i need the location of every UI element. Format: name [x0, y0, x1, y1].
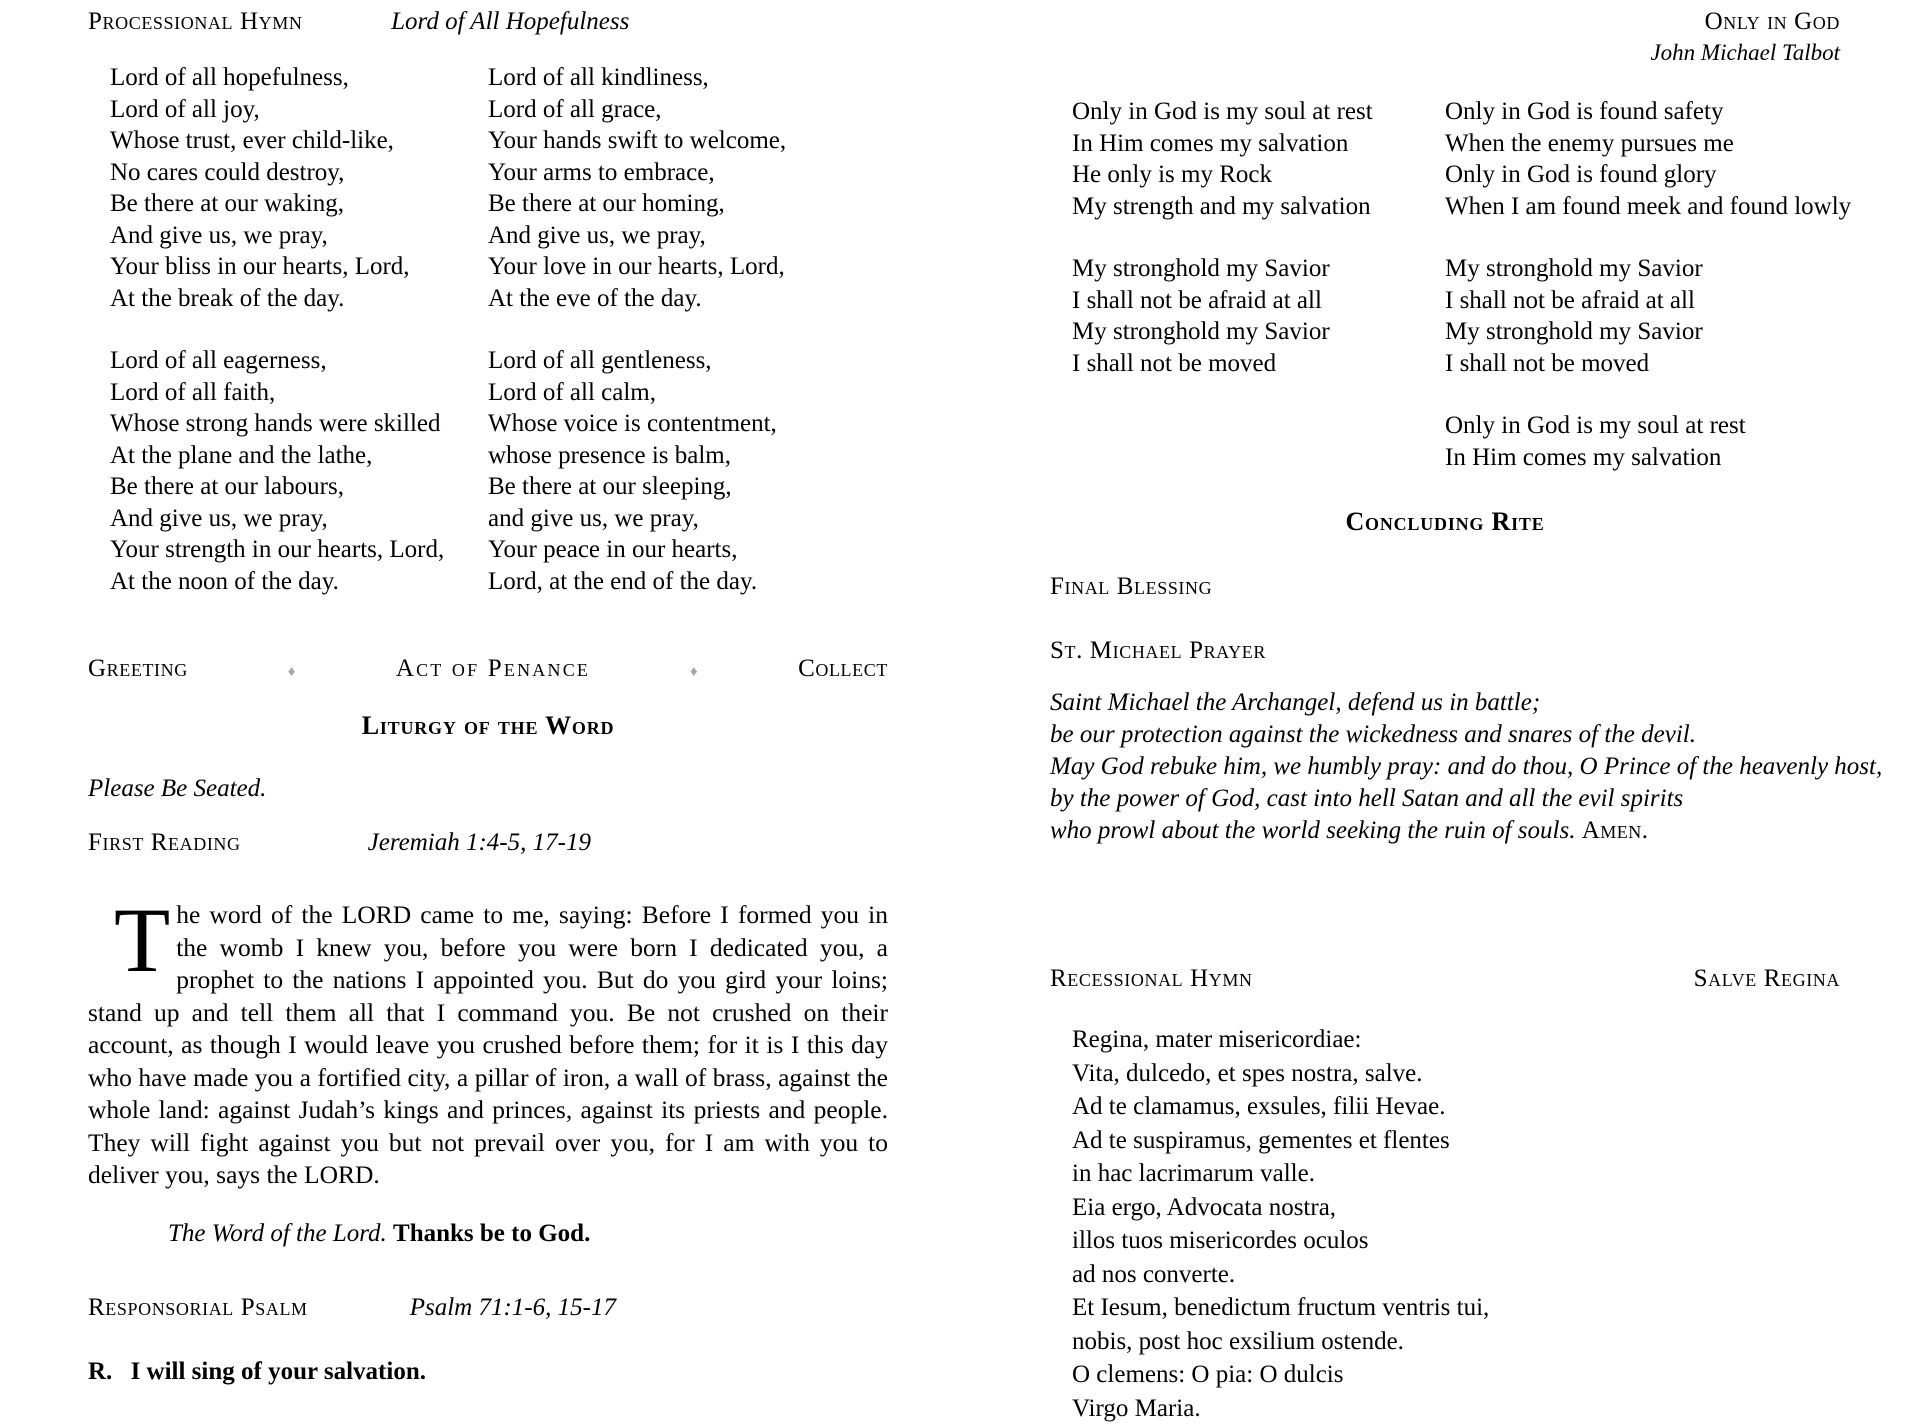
lyric-line: whose presence is balm,: [488, 440, 888, 472]
only-in-god-title: Only in God: [1050, 8, 1840, 36]
responsorial-psalm-label: Responsorial Psalm: [88, 1294, 308, 1322]
lyric-line: Your love in our hearts, Lord,: [488, 251, 888, 283]
lyric-line: Your strength in our hearts, Lord,: [110, 534, 488, 566]
lyric-line: At the break of the day.: [110, 283, 488, 315]
recessional-hymn-title: Salve Regina: [1694, 965, 1840, 993]
lyric-line: Ad te suspiramus, gementes et flentes: [1072, 1124, 1840, 1158]
lyric-line: When I am found meek and found lowly: [1445, 191, 1840, 223]
lyric-line: At the noon of the day.: [110, 566, 488, 598]
lyric-line: And give us, we pray,: [110, 503, 488, 535]
lyric-line: Lord of all calm,: [488, 377, 888, 409]
left-column: [0, 0, 960, 1364]
prayer-line: Saint Michael the Archangel, defend us in battle;: [1050, 687, 1840, 719]
first-reading-header: [88, 829, 888, 857]
lyric-line: Whose trust, ever child-like,: [110, 125, 488, 157]
word-of-the-lord-prompt: The Word of the Lord.: [168, 1220, 387, 1247]
lyric-line: Vita, dulcedo, et spes nostra, salve.: [1072, 1057, 1840, 1091]
final-blessing-label: Final Blessing: [1050, 573, 1840, 601]
stanza: [488, 345, 888, 597]
collect-label: Collect: [798, 655, 888, 683]
prayer-line: May God rebuke him, we humbly pray: and do thou, O Prince of the heavenly host,: [1050, 751, 1840, 783]
introductory-rites-row: [88, 655, 888, 683]
lyric-line: And give us, we pray,: [488, 220, 888, 252]
act-of-penance-label: Act of Penance: [396, 655, 590, 683]
processional-hymn-lyrics: [88, 62, 888, 597]
lyric-line: Be there at our sleeping,: [488, 471, 888, 503]
lyric-line: Eia ergo, Advocata nostra,: [1072, 1191, 1840, 1225]
amen-text: Amen.: [1582, 817, 1649, 844]
response-text: I will sing of your salvation.: [131, 1358, 426, 1385]
lyric-line: And give us, we pray,: [110, 220, 488, 252]
lyric-line: illos tuos misericordes oculos: [1072, 1224, 1840, 1258]
prayer-line: [1050, 815, 1840, 847]
lyric-line: Only in God is found glory: [1445, 159, 1840, 191]
lyric-line: My stronghold my Savior: [1072, 316, 1445, 348]
lyric-line: Regina, mater misericordiae:: [1072, 1023, 1840, 1057]
recessional-hymn-header: [1050, 965, 1840, 993]
processional-lyrics-right: [488, 62, 888, 597]
prayer-line-text: who prowl about the world seeking the ruin of souls.: [1050, 817, 1575, 844]
prayer-line: by the power of God, cast into hell Satan and all the evil spirits: [1050, 783, 1840, 815]
reading-response: [88, 1220, 888, 1248]
st-michael-prayer-text: [1050, 687, 1840, 847]
lyric-line: Ad te clamamus, exsules, filii Hevae.: [1072, 1090, 1840, 1124]
lyric-line: My stronghold my Savior: [1445, 253, 1840, 285]
stanza: [1445, 253, 1840, 379]
drop-cap: T: [88, 899, 176, 975]
st-michael-prayer-label: St. Michael Prayer: [1050, 637, 1840, 665]
lyric-line: Whose strong hands were skilled: [110, 408, 488, 440]
processional-lyrics-left: [88, 62, 488, 597]
lyric-line: Only in God is found safety: [1445, 96, 1840, 128]
lyric-line: in hac lacrimarum valle.: [1072, 1157, 1840, 1191]
lyric-line: My stronghold my Savior: [1445, 316, 1840, 348]
recessional-hymn-label: Recessional Hymn: [1050, 965, 1253, 993]
stanza: [110, 345, 488, 597]
diamond-separator-icon: ♦: [690, 665, 698, 680]
lyric-line: Only in God is my soul at rest: [1445, 410, 1840, 442]
lyric-line: In Him comes my salvation: [1072, 128, 1445, 160]
processional-hymn-title: Lord of All Hopefulness: [391, 8, 629, 36]
concluding-rite-heading: Concluding Rite: [1050, 507, 1840, 537]
greeting-label: Greeting: [88, 655, 188, 683]
processional-hymn-header: [88, 8, 888, 36]
prayer-line: be our protection against the wickedness and snares of the devil.: [1050, 719, 1840, 751]
please-be-seated-rubric: Please Be Seated.: [88, 775, 888, 803]
lyric-line: No cares could destroy,: [110, 157, 488, 189]
first-reading-citation: Jeremiah 1:4-5, 17-19: [368, 829, 591, 857]
stanza: [1445, 96, 1840, 222]
lyric-line: I shall not be afraid at all: [1072, 285, 1445, 317]
lyric-line: Your hands swift to welcome,: [488, 125, 888, 157]
lyric-line: He only is my Rock: [1072, 159, 1445, 191]
liturgy-of-the-word-heading: Liturgy of the Word: [88, 711, 888, 741]
only-in-god-lyrics-left: [1050, 96, 1445, 473]
only-in-god-lyrics: [1050, 96, 1840, 473]
thanks-be-to-god-reply: Thanks be to God.: [393, 1220, 590, 1247]
lyric-line: Lord, at the end of the day.: [488, 566, 888, 598]
responsorial-psalm-header: [88, 1294, 888, 1322]
lyric-line: ad nos converte.: [1072, 1258, 1840, 1292]
lyric-line: Be there at our waking,: [110, 188, 488, 220]
stanza: [1072, 253, 1445, 379]
lyric-line: Virgo Maria.: [1072, 1392, 1840, 1425]
right-column: [960, 0, 1920, 1364]
lyric-line: Lord of all eagerness,: [110, 345, 488, 377]
lyric-line: My stronghold my Savior: [1072, 253, 1445, 285]
lyric-line: Lord of all hopefulness,: [110, 62, 488, 94]
stanza: [1072, 96, 1445, 222]
lyric-line: When the enemy pursues me: [1445, 128, 1840, 160]
stanza: [1445, 410, 1840, 473]
reading-text: he word of the LORD came to me, saying: Before I formed you in the womb I knew you, before you were born I dedicated you, a prophet to the nations I appointed you. But do you gird your loins; stand up and tell them all that I command you. Be not crushed on their account, as though I would leave you crushed before them; for it is I this day who have made you a fortified city, a pillar of iron, a wall of brass, against the whole land: against Judah’s kings and princes, against its priests and people. They will fight against you but not prevail over you, for I am with you to deliver you, says the LORD.: [88, 900, 888, 1189]
lyric-line: Lord of all faith,: [110, 377, 488, 409]
lyric-line: Your arms to embrace,: [488, 157, 888, 189]
lyric-line: and give us, we pray,: [488, 503, 888, 535]
only-in-god-lyrics-right: [1445, 96, 1840, 473]
salve-regina-lyrics: [1050, 1023, 1840, 1425]
lyric-line: At the eve of the day.: [488, 283, 888, 315]
lyric-line: Lord of all grace,: [488, 94, 888, 126]
lyric-line: Your peace in our hearts,: [488, 534, 888, 566]
psalm-response: [88, 1358, 888, 1386]
lyric-line: I shall not be moved: [1445, 348, 1840, 380]
lyric-line: I shall not be afraid at all: [1445, 285, 1840, 317]
responsorial-psalm-citation: Psalm 71:1-6, 15-17: [410, 1294, 616, 1322]
lyric-line: My strength and my salvation: [1072, 191, 1445, 223]
stanza: [488, 62, 888, 314]
lyric-line: I shall not be moved: [1072, 348, 1445, 380]
lyric-line: Lord of all kindliness,: [488, 62, 888, 94]
lyric-line: Be there at our labours,: [110, 471, 488, 503]
lyric-line: Lord of all gentleness,: [488, 345, 888, 377]
lyric-line: Only in God is my soul at rest: [1072, 96, 1445, 128]
processional-hymn-label: Processional Hymn: [88, 8, 302, 36]
response-mark: R.: [88, 1358, 112, 1385]
only-in-god-header: [1050, 8, 1840, 66]
lyric-line: O clemens: O pia: O dulcis: [1072, 1358, 1840, 1392]
lyric-line: Be there at our homing,: [488, 188, 888, 220]
stanza: [110, 62, 488, 314]
only-in-god-composer: John Michael Talbot: [1050, 40, 1840, 66]
lyric-line: Whose voice is contentment,: [488, 408, 888, 440]
first-reading-label: First Reading: [88, 829, 241, 857]
lyric-line: At the plane and the lathe,: [110, 440, 488, 472]
first-reading-body: [88, 899, 888, 1192]
diamond-separator-icon: ♦: [288, 665, 296, 680]
lyric-line: Lord of all joy,: [110, 94, 488, 126]
lyric-line: nobis, post hoc exsilium ostende.: [1072, 1325, 1840, 1359]
lyric-line: In Him comes my salvation: [1445, 442, 1840, 474]
lyric-line: Et Iesum, benedictum fructum ventris tui,: [1072, 1291, 1840, 1325]
lyric-line: Your bliss in our hearts, Lord,: [110, 251, 488, 283]
